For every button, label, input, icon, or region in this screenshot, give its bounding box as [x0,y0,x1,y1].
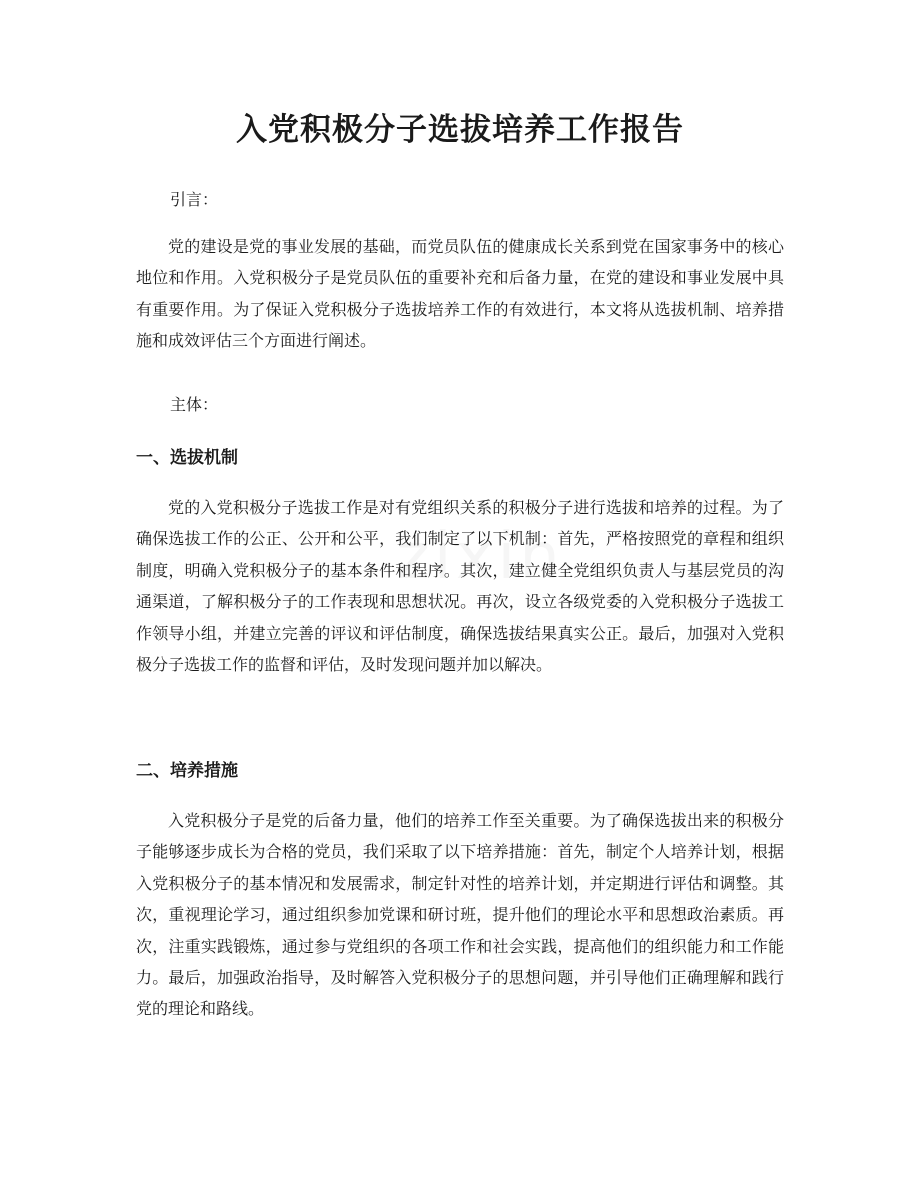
intro-label: 引言： [170,190,219,209]
section-paragraph-training: 入党积极分子是党的后备力量，他们的培养工作至关重要。为了确保选拔出来的积极分子能够逐步成长为合格的党员，我们采取了以下培养措施：首先，制定个人培养计划，根据入党积极分子的基本情况和发展需求，制定针对性的培养计划，并定期进行评估和调整。其次，重视理论学习，通过组织参加党课和研讨班，提升他们的理论水平和思想政治素质。再次，注重实践锻炼，通过参与党组织的各项工作和社会实践，提高他们的组织能力和工作能力。最后，加强政治指导，及时解答入党积极分子的思想问题，并引导他们正确理解和践行党的理论和路线。 [136,811,784,1019]
section-heading-selection: 一、选拔机制 [136,448,238,468]
section-paragraph-selection: 党的入党积极分子选拔工作是对有党组织关系的积极分子进行选拔和培养的过程。为了确保选拔工作的公正、公开和公平，我们制定了以下机制：首先，严格按照党的章程和组织制度，明确入党积极分子的基本条件和程序。其次，建立健全党组织负责人与基层党员的沟通渠道，了解积极分子的工作表现和思想状况。再次，设立各级党委的入党积极分子选拔工作领导小组，并建立完善的评议和评估制度，确保选拔结果真实公正。最后，加强对入党积极分子选拔工作的监督和评估，及时发现问题并加以解决。 [136,498,784,675]
section-heading-training: 二、培养措施 [136,761,238,781]
intro-paragraph: 党的建设是党的事业发展的基础，而党员队伍的健康成长关系到党在国家事务中的核心地位和作用。入党积极分子是党员队伍的重要补充和后备力量，在党的建设和事业发展中具有重要作用。为了保证入党积极分子选拔培养工作的有效进行，本文将从选拔机制、培养措施和成效评估三个方面进行阐述。 [136,237,784,351]
page-title: 入党积极分子选拔培养工作报告 [236,112,684,148]
body-label: 主体： [170,395,219,414]
